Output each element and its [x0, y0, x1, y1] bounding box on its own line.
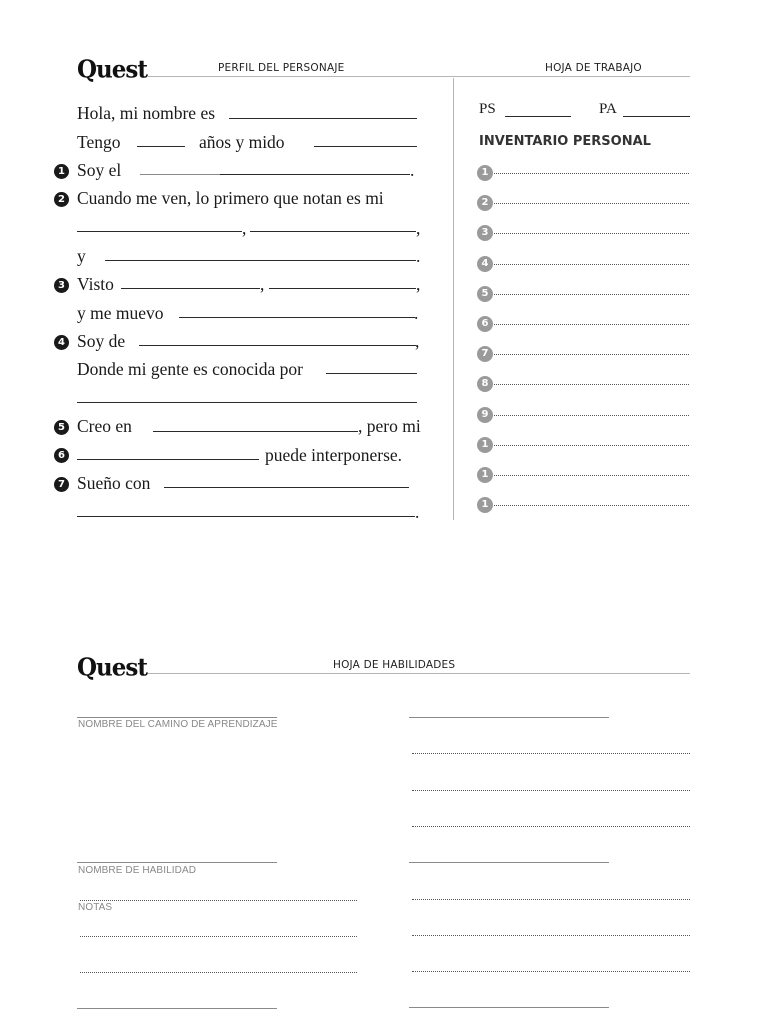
appearance-blank-1[interactable]	[77, 231, 242, 232]
right-notes-line-4[interactable]	[412, 899, 690, 900]
pa-blank[interactable]	[623, 116, 690, 117]
people-prompt: Donde mi gente es conocida por	[77, 359, 303, 379]
right-notes-line-2[interactable]	[412, 790, 690, 791]
inventory-number-2: 2	[477, 195, 493, 211]
inventory-line-10[interactable]	[494, 445, 689, 446]
pa-label: PA	[599, 101, 617, 117]
height-prompt: años y mido	[199, 132, 285, 152]
right-name-line-2[interactable]	[409, 862, 609, 863]
notes-line-1[interactable]	[80, 900, 357, 901]
inventory-number-12: 1	[477, 497, 493, 513]
quest-logo: Quest	[77, 55, 147, 84]
inventory-title: INVENTARIO PERSONAL	[479, 134, 651, 149]
inventory-number-8: 8	[477, 376, 493, 392]
number-badge-2: 2	[54, 192, 69, 207]
dream-blank-2[interactable]	[77, 516, 415, 517]
inventory-line-9[interactable]	[494, 415, 689, 416]
inventory-number-3: 3	[477, 225, 493, 241]
column-divider	[453, 78, 454, 520]
inventory-line-1[interactable]	[494, 173, 689, 174]
number-badge-4: 4	[54, 335, 69, 350]
inventory-number-11: 1	[477, 467, 493, 483]
inventory-line-8[interactable]	[494, 384, 689, 385]
right-notes-line-5[interactable]	[412, 935, 690, 936]
obstacle-blank[interactable]	[77, 459, 259, 460]
name-prompt: Hola, mi nombre es	[77, 103, 216, 123]
belief-prompt: Creo en	[77, 416, 132, 436]
movement-prompt: y me muevo	[77, 303, 164, 323]
role-blank-b[interactable]	[220, 174, 410, 175]
right-name-line-1[interactable]	[409, 717, 609, 718]
dream-prompt: Sueño con	[77, 473, 151, 493]
right-notes-line-3[interactable]	[412, 826, 690, 827]
page-title: PERFIL DEL PERSONAJE	[218, 62, 345, 74]
origin-blank[interactable]	[139, 345, 416, 346]
clothing-prompt: Visto	[77, 274, 114, 294]
path-name-label: NOMBRE DEL CAMINO DE APRENDIZAJE	[78, 719, 278, 730]
movement-end: .	[414, 303, 419, 323]
inventory-line-7[interactable]	[494, 354, 689, 355]
role-prompt: Soy el	[77, 160, 122, 180]
page-subtitle: HOJA DE TRABAJO	[545, 62, 642, 74]
header-rule	[148, 76, 690, 77]
number-badge-7: 7	[54, 477, 69, 492]
inventory-line-6[interactable]	[494, 324, 689, 325]
age-blank[interactable]	[137, 146, 185, 147]
skill-name-label: NOMBRE DE HABILIDAD	[78, 865, 197, 876]
origin-end: ,	[415, 331, 420, 351]
ps-blank[interactable]	[505, 116, 571, 117]
appearance-and: y	[77, 246, 86, 266]
origin-prompt: Soy de	[77, 331, 126, 351]
belief-but: , pero mi	[358, 416, 421, 436]
clothing-blank-1[interactable]	[121, 288, 260, 289]
inventory-number-10: 1	[477, 437, 493, 453]
belief-blank[interactable]	[153, 431, 358, 432]
skill-name-line-2[interactable]	[77, 1008, 277, 1009]
age-prompt: Tengo	[77, 132, 121, 152]
obstacle-text: puede interponerse.	[265, 445, 403, 465]
name-blank[interactable]	[229, 118, 417, 119]
role-end: .	[410, 160, 415, 180]
role-blank-a[interactable]	[140, 174, 220, 175]
inventory-line-4[interactable]	[494, 264, 689, 265]
number-badge-3: 3	[54, 278, 69, 293]
inventory-line-3[interactable]	[494, 233, 689, 234]
inventory-number-9: 9	[477, 407, 493, 423]
right-notes-line-6[interactable]	[412, 971, 690, 972]
notes-label: NOTAS	[78, 902, 113, 913]
number-badge-1: 1	[54, 164, 69, 179]
quest-logo-2: Quest	[77, 653, 147, 682]
inventory-number-5: 5	[477, 286, 493, 302]
skill-name-line[interactable]	[77, 862, 277, 863]
appearance-prompt: Cuando me ven, lo primero que notan es mi	[77, 188, 384, 208]
dream-end: .	[415, 502, 420, 522]
inventory-number-6: 6	[477, 316, 493, 332]
inventory-line-2[interactable]	[494, 203, 689, 204]
clothing-blank-2[interactable]	[269, 288, 416, 289]
right-notes-line-1[interactable]	[412, 753, 690, 754]
inventory-line-11[interactable]	[494, 475, 689, 476]
notes-line-3[interactable]	[80, 972, 357, 973]
inventory-line-12[interactable]	[494, 505, 689, 506]
dream-blank-1[interactable]	[164, 487, 409, 488]
appearance-comma-1: ,	[242, 218, 247, 238]
ps-label: PS	[479, 101, 496, 117]
number-badge-5: 5	[54, 420, 69, 435]
inventory-number-4: 4	[477, 256, 493, 272]
inventory-number-1: 1	[477, 165, 493, 181]
header-rule-2	[148, 673, 690, 674]
appearance-end: .	[416, 246, 421, 266]
people-blank-2[interactable]	[77, 402, 417, 403]
people-blank-1[interactable]	[326, 373, 417, 374]
clothing-end: ,	[416, 274, 421, 294]
path-name-line[interactable]	[77, 717, 277, 718]
right-name-line-3[interactable]	[409, 1007, 609, 1008]
appearance-comma-2: ,	[416, 218, 421, 238]
appearance-blank-3[interactable]	[105, 260, 416, 261]
skills-title: HOJA DE HABILIDADES	[333, 659, 456, 671]
inventory-number-7: 7	[477, 346, 493, 362]
number-badge-6: 6	[54, 448, 69, 463]
notes-line-2[interactable]	[80, 936, 357, 937]
inventory-line-5[interactable]	[494, 294, 689, 295]
height-blank[interactable]	[314, 146, 417, 147]
appearance-blank-2[interactable]	[250, 231, 416, 232]
clothing-comma: ,	[260, 274, 265, 294]
movement-blank[interactable]	[179, 317, 415, 318]
